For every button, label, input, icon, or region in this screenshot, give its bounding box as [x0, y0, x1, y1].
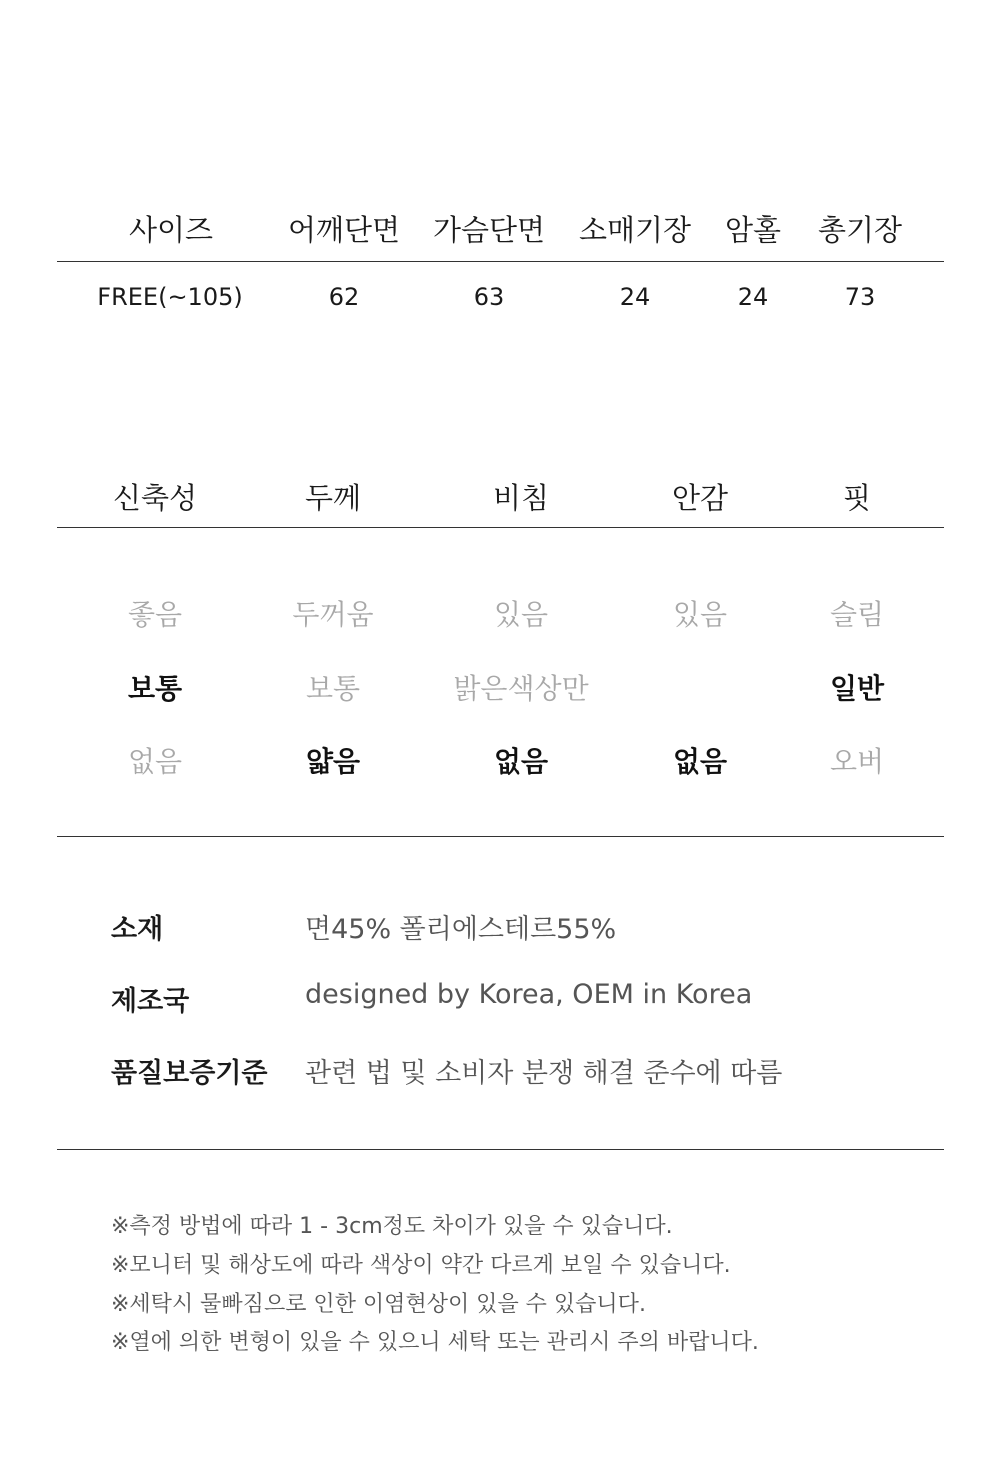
fabric-option: 없음 — [493, 745, 549, 778]
fabric-option: 없음 — [127, 745, 183, 778]
info-value-warranty: 관련 법 및 소비자 분쟁 해결 준수에 따름 — [305, 1058, 783, 1089]
info-value-material: 면45% 폴리에스테르55% — [305, 914, 617, 945]
fabric-header-lining: 안감 — [671, 481, 729, 515]
size-header-shoulder: 어깨단면 — [287, 213, 401, 247]
info-label-material: 소재 — [111, 914, 164, 945]
fabric-option: 있음 — [493, 598, 549, 631]
notice-item: ※측정 방법에 따라 1 - 3cm정도 차이가 있을 수 있습니다. — [111, 1214, 673, 1239]
fabric-table-divider — [57, 836, 944, 837]
info-label-warranty: 품질보증기준 — [111, 1058, 268, 1089]
size-cell-armhole: 24 — [737, 283, 769, 311]
size-header-sleeve: 소매기장 — [578, 213, 692, 247]
fabric-header-see-through: 비침 — [492, 481, 550, 515]
fabric-option: 있음 — [672, 598, 728, 631]
size-cell-size: FREE(~105) — [97, 283, 243, 311]
fabric-option: 보통 — [305, 672, 361, 705]
fabric-header-thickness: 두께 — [304, 481, 362, 515]
fabric-option: 좋음 — [127, 598, 183, 631]
fabric-option: 밝은색상만 — [453, 672, 589, 705]
info-divider — [57, 1149, 944, 1150]
size-cell-chest: 63 — [473, 283, 505, 311]
fabric-option: 슬림 — [829, 598, 885, 631]
size-header-size: 사이즈 — [128, 213, 214, 247]
fabric-option: 일반 — [829, 672, 885, 705]
size-cell-sleeve: 24 — [619, 283, 651, 311]
fabric-header-stretch: 신축성 — [112, 481, 198, 515]
info-value-origin: designed by Korea, OEM in Korea — [305, 979, 753, 1010]
fabric-option: 오버 — [829, 745, 885, 778]
notice-item: ※세탁시 물빠짐으로 인한 이염현상이 있을 수 있습니다. — [111, 1292, 646, 1317]
fabric-header-fit: 핏 — [842, 481, 871, 515]
size-header-chest: 가슴단면 — [432, 213, 546, 247]
fabric-option: 얇음 — [305, 745, 361, 778]
fabric-option: 없음 — [672, 745, 728, 778]
info-label-origin: 제조국 — [111, 986, 190, 1017]
fabric-header-divider — [57, 527, 944, 528]
size-header-armhole: 암홀 — [724, 213, 782, 247]
size-header-divider — [57, 261, 944, 262]
notice-item: ※열에 의한 변형이 있을 수 있으니 세탁 또는 관리시 주의 바랍니다. — [111, 1330, 759, 1355]
size-cell-shoulder: 62 — [328, 283, 360, 311]
size-header-length: 총기장 — [817, 213, 903, 247]
fabric-option: 보통 — [127, 672, 183, 705]
fabric-option: 두꺼움 — [292, 598, 374, 631]
size-cell-length: 73 — [844, 283, 876, 311]
notice-item: ※모니터 및 해상도에 따라 색상이 약간 다르게 보일 수 있습니다. — [111, 1253, 731, 1278]
